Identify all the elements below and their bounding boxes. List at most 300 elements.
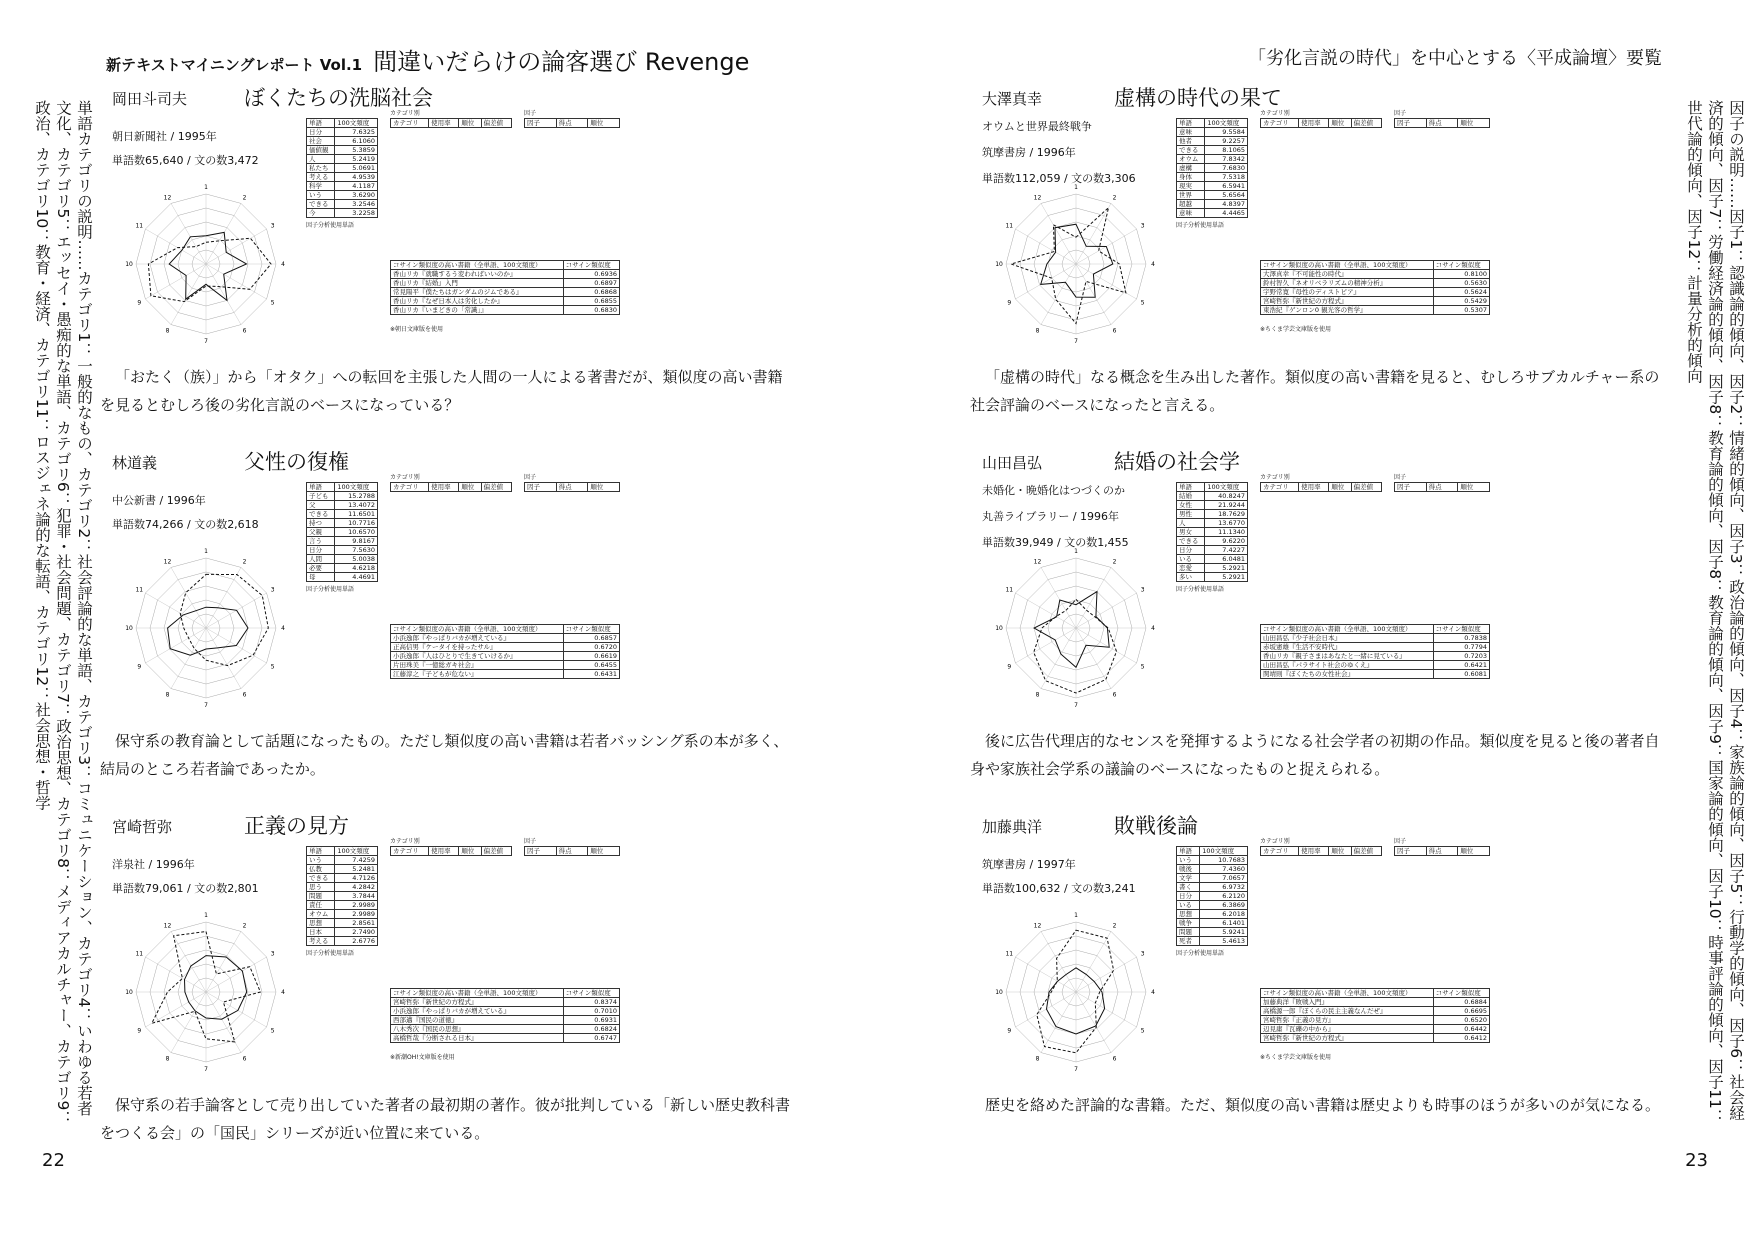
table-row [1177,555,1248,564]
table-row [1177,128,1248,137]
word-cell: 恋愛 [1177,564,1205,573]
author-name: 山田昌弘 [982,454,1043,472]
header-cell: 偏差値 [1351,847,1381,856]
header-cell: 因子 [1395,847,1427,856]
table-row [391,634,620,643]
table-header-row [1261,119,1382,128]
table-row [1261,297,1490,306]
radar-axis-label: 2 [242,558,247,566]
radar-axis-label: 1 [1074,548,1078,555]
similarity-score-cell: 0.6747 [563,1034,619,1043]
table-row [307,546,378,555]
word-cell: 虚構 [1177,164,1205,173]
radar-axis-label: 4 [1151,261,1155,268]
category-table-title: カテゴリ別 [390,838,420,845]
table-row [307,883,378,892]
word-cell: 人 [1177,519,1205,528]
table-row [307,555,378,564]
value-cell: 7.5318 [1205,173,1248,182]
header-cell: 因子 [525,483,557,492]
header-cell: 単語 [1177,483,1205,492]
radar-axis-label: 11 [1005,222,1014,230]
table-row [1177,928,1248,937]
radar-axis-label: 3 [1140,222,1145,230]
value-cell: 18.7629 [1205,510,1248,519]
radar-axis-label: 9 [137,299,142,307]
radar-axis-label: 5 [270,299,275,307]
word-frequency-table [306,846,378,946]
factor-words-caption: 因子分析使用単語 [306,950,355,957]
word-cell: できる [307,510,335,519]
table-row [1177,137,1248,146]
table-row [391,661,620,670]
header-cell: 100文頻度 [1205,483,1248,492]
radar-axis-label: 6 [242,691,247,699]
table-row [1261,652,1490,661]
similarity-score-cell: 0.8100 [1433,270,1489,279]
table-row [307,528,378,537]
table-header-row [1395,483,1490,492]
author-name: 大澤真幸 [982,90,1043,108]
radar-axis-label: 11 [135,222,144,230]
word-cell: 死者 [1177,937,1200,946]
radar-chart-wrap [126,184,286,344]
footnote: ※ちくま学芸文庫版を使用 [1260,326,1332,333]
word-cell: オウム [1177,155,1205,164]
header-cell: 因子 [525,847,557,856]
similarity-score-cell: 0.6455 [563,661,619,670]
value-cell: 7.4360 [1200,865,1248,874]
value-cell: 4.7126 [335,874,378,883]
value-cell: 4.4465 [1205,209,1248,218]
similar-book-cell: 宮崎哲弥『新世紀の方程式』 [1261,1034,1434,1043]
word-frequency-table [306,482,378,582]
similar-book-cell: 鈴村智久『ネオリベラリズムの精神分析』 [1261,279,1434,288]
table-header-row [1177,483,1248,492]
table-row [307,182,378,191]
statistics-tables [306,472,786,712]
table-row [1177,937,1248,946]
category-table [1260,118,1382,128]
category-table [390,482,512,492]
header-cell: カテゴリ [1261,119,1299,128]
similar-book-cell: 香山リカ『親子さまはあなたと一緒に見ている』 [1261,652,1434,661]
header-cell: 100文頻度 [335,847,378,856]
header-cell: 得点 [556,483,588,492]
word-cell: 持つ [307,519,335,528]
word-cell: 思想 [307,919,335,928]
value-cell: 5.3859 [335,146,378,155]
table-header-row [307,847,378,856]
author-name: 宮崎哲弥 [112,818,173,836]
header-cell: 順位 [1458,847,1490,856]
commentary-text: 保守系の若手論客として売り出していた著者の最初期の著作。彼が批判している「新しい歴史教科書をつくる会」の「国民」シリーズが近い位置に来ている。 [100,1096,791,1142]
table-row [391,279,620,288]
table-row [1261,270,1490,279]
word-cell: 日分 [1177,546,1205,555]
word-cell: 社会 [307,137,335,146]
radar-series-solid [185,956,247,1020]
word-cell: 男性 [1177,510,1205,519]
radar-axis-label: 11 [1005,586,1014,594]
similar-books-table [390,624,620,679]
radar-axis-label: 5 [1140,663,1145,671]
page-number: 23 [1685,1150,1708,1171]
similar-book-cell: 八木秀次『国民の思想』 [391,1025,564,1034]
header-cell: 順位 [1329,847,1351,856]
table-row [391,1034,620,1043]
radar-axis-label: 10 [125,261,133,268]
word-cell: 父 [307,501,335,510]
right-header: 「劣化言説の時代」を中心とする〈平成論壇〉要覧 [1248,48,1662,69]
table-header-row [525,847,620,856]
table-row [1177,537,1248,546]
factor-table [524,118,620,128]
value-cell: 5.2481 [335,865,378,874]
word-cell: 戦後 [1177,865,1200,874]
radar-series-dashed [148,238,271,301]
table-header-row [1261,847,1382,856]
header-cell: 単語 [307,483,335,492]
factor-table [1394,846,1490,856]
table-header-row [391,483,512,492]
radar-axis-label: 7 [1074,702,1078,709]
table-row [307,937,378,946]
header-cell: 単語 [307,847,335,856]
similar-book-cell: 正高信男『ケータイを持ったサル』 [391,643,564,652]
footnote: ※新潮OH!文庫版を使用 [390,1054,455,1061]
header-cell: カテゴリ [1261,847,1299,856]
header-cell: 偏差値 [1351,119,1381,128]
radar-axis-label: 8 [165,327,170,335]
radar-series-solid [1034,592,1109,668]
table-row [1177,182,1248,191]
table-row [1177,200,1248,209]
header-cell: 因子 [1395,119,1427,128]
word-cell: 必要 [307,564,335,573]
category-table-title: カテゴリ別 [390,474,420,481]
value-cell: 6.5941 [1205,182,1248,191]
value-cell: 4.9539 [335,173,378,182]
table-header-row [391,625,620,634]
word-cell: 書く [1177,883,1200,892]
table-header-row [525,483,620,492]
book-title: 虚構の時代の果て [1114,86,1282,110]
similar-book-cell: 山田昌弘『パラサイト社会のゆくえ』 [1261,661,1434,670]
table-header-row [1261,261,1490,270]
radar-axis-label: 10 [125,989,133,996]
value-cell: 2.9989 [335,910,378,919]
value-cell: 3.7844 [335,892,378,901]
radar-axis-label: 2 [1112,922,1117,930]
header-cell: 順位 [459,483,481,492]
radar-axis-label: 12 [163,922,172,930]
table-row [1261,1007,1490,1016]
table-header-row [391,847,512,856]
table-row [391,288,620,297]
word-cell: 超越 [1177,200,1205,209]
table-row [1177,910,1248,919]
similarity-score-cell: 0.5307 [1433,306,1489,315]
report-title: 間違いだらけの論客選び Revenge [373,48,750,76]
header-cell: コサイン類似度の高い書籍（全単語、100文頻度） [1261,989,1434,998]
word-cell: 人 [307,155,335,164]
table-row [307,928,378,937]
radar-axis-label: 1 [1074,184,1078,191]
radar-axis-label: 4 [281,989,285,996]
header-cell: 偏差値 [481,847,511,856]
header-cell: 単語 [1177,847,1200,856]
similar-books-table [390,988,620,1043]
word-cell: 責任 [307,901,335,910]
table-row [1261,670,1490,679]
table-row [307,501,378,510]
radar-axis-label: 4 [1151,625,1155,632]
radar-axis-label: 2 [1112,194,1117,202]
table-row [1177,146,1248,155]
radar-axis-label: 10 [995,625,1003,632]
table-row [1261,1016,1490,1025]
value-cell: 10.7716 [335,519,378,528]
header-cell: カテゴリ [391,119,429,128]
publisher-year: 筑摩書房 / 1997年 [982,858,1076,871]
similar-book-cell: 辺見庸『瓦礫の中から』 [1261,1025,1434,1034]
table-row [1177,528,1248,537]
radar-axis-label: 9 [1007,299,1012,307]
header-cell: 順位 [588,847,620,856]
publisher-year: 洋泉社 / 1996年 [112,858,195,871]
radar-axis-label: 7 [204,1066,208,1073]
table-row [307,164,378,173]
factor-words-caption: 因子分析使用単語 [1176,950,1225,957]
radar-axis-label: 4 [281,261,285,268]
author-name: 加藤典洋 [982,818,1043,836]
radar-axis-label: 6 [1112,691,1117,699]
table-row [1177,510,1248,519]
word-cell: 文学 [1177,874,1200,883]
radar-axis-label: 2 [1112,558,1117,566]
factor-table [1394,482,1490,492]
factor-table-title: 因子 [524,838,537,845]
category-table-title: カテゴリ別 [390,110,420,117]
word-cell: 考える [307,937,335,946]
similarity-score-cell: 0.6412 [1433,1034,1489,1043]
similarity-score-cell: 0.6081 [1433,670,1489,679]
table-row [307,874,378,883]
book-subtitle: オウムと世界最終戦争 [982,120,1092,133]
table-header-row [1395,119,1490,128]
radar-axis-label: 10 [995,261,1003,268]
header-cell: コサイン類似度 [1433,261,1489,270]
table-header-row [1395,847,1490,856]
factor-words-caption: 因子分析使用単語 [1176,222,1225,229]
radar-axis-label: 8 [165,1055,170,1063]
factor-table [1394,118,1490,128]
word-cell: 他者 [1177,137,1205,146]
radar-axis-label: 9 [1007,663,1012,671]
table-row [391,670,620,679]
similarity-score-cell: 0.6936 [563,270,619,279]
word-cell: 今 [307,209,335,218]
header-cell: 順位 [1458,119,1490,128]
similar-book-cell: 西部邁『国民の道徳』 [391,1016,564,1025]
table-row [307,856,378,865]
table-row [391,1016,620,1025]
value-cell: 4.8397 [1205,200,1248,209]
radar-axis-label: 12 [163,558,172,566]
similar-book-cell: 香山リカ『なぜ日本人は劣化したか』 [391,297,564,306]
value-cell: 21.9244 [1205,501,1248,510]
word-cell: 意味 [1177,209,1205,218]
factor-table-title: 因子 [524,110,537,117]
word-cell: できる [307,874,335,883]
similarity-score-cell: 0.6421 [1433,661,1489,670]
radar-series-dashed [1034,599,1117,693]
table-row [391,1007,620,1016]
radar-chart-wrap [996,912,1156,1072]
similarity-score-cell: 0.6520 [1433,1016,1489,1025]
radar-chart [126,912,286,1072]
radar-axis-label: 1 [204,912,208,919]
similarity-score-cell: 0.6720 [563,643,619,652]
word-cell: 思想 [1177,910,1200,919]
header-cell: 順位 [1458,483,1490,492]
similar-book-cell: 片田珠美『一億総ガキ社会』 [391,661,564,670]
value-cell: 2.7490 [335,928,378,937]
header-cell: コサイン類似度の高い書籍（全単語、100文頻度） [1261,261,1434,270]
header-cell: カテゴリ [1261,483,1299,492]
table-row [1261,288,1490,297]
word-cell: 問題 [1177,928,1200,937]
factor-table-title: 因子 [1394,474,1407,481]
value-cell: 5.2921 [1205,573,1248,582]
radar-axis-label: 1 [204,548,208,555]
similar-book-cell: 山田昌弘『少子社会日本』 [1261,634,1434,643]
table-header-row [391,261,620,270]
word-cell: いる [1177,901,1200,910]
header-cell: 100文頻度 [335,483,378,492]
table-row [1261,634,1490,643]
radar-axis-label: 8 [1035,327,1040,335]
radar-axis-label: 10 [995,989,1003,996]
factor-table-title: 因子 [1394,110,1407,117]
value-cell: 9.6220 [1205,537,1248,546]
radar-axis-label: 5 [270,663,275,671]
page-number: 22 [42,1150,65,1171]
statistics-tables [1176,108,1656,348]
header-cell: 使用率 [429,119,459,128]
value-cell: 3.6290 [335,191,378,200]
header-cell: コサイン類似度の高い書籍（全単語、100文頻度） [1261,625,1434,634]
similar-book-cell: 江藤淳之『子どもが危ない』 [391,670,564,679]
similarity-score-cell: 0.7010 [563,1007,619,1016]
statistics-tables [306,108,786,348]
similarity-score-cell: 0.7203 [1433,652,1489,661]
table-row [307,191,378,200]
similarity-score-cell: 0.6897 [563,279,619,288]
right-page [874,0,1748,1240]
table-row [1177,492,1248,501]
value-cell: 4.6218 [335,564,378,573]
header-cell: 100文頻度 [1205,119,1248,128]
table-header-row [1261,625,1490,634]
word-cell: 思う [307,883,335,892]
factor-words-caption: 因子分析使用単語 [306,222,355,229]
header-cell: 偏差値 [1351,483,1381,492]
word-count: 単語数65,640 / 文の数3,472 [112,154,259,167]
word-cell: 問題 [307,892,335,901]
table-row [307,519,378,528]
author-name: 林道義 [112,454,158,472]
factor-explanation: 因子の説明……因子1：認識論的傾向、因子2：情緒的傾向、因子3：政治論的傾向、因子4：家族論的傾向、因子5：行動学的傾向、因子6：社会経済的傾向、因子7：労働経済論的傾向、因子8：教育論的傾向、因子8：教育論的傾向、因子9：国家論的傾向、因子10：時事評論的傾向、因子11：世代論的傾向、因子12：計量分析的傾向 [1685,100,1745,1125]
radar-axis-label: 4 [1151,989,1155,996]
word-cell: できる [307,200,335,209]
word-count: 単語数100,632 / 文の数3,241 [982,882,1136,895]
header-cell: コサイン類似度 [1433,989,1489,998]
header-cell: 偏差値 [481,483,511,492]
table-row [391,306,620,315]
table-row [391,270,620,279]
table-row [307,919,378,928]
table-row [1177,874,1248,883]
similar-books-table [1260,260,1490,315]
header-cell: 順位 [588,119,620,128]
value-cell: 9.8167 [335,537,378,546]
header-cell: コサイン類似度 [563,261,619,270]
radar-axis-label: 9 [137,1027,142,1035]
table-row [1177,883,1248,892]
radar-axis-label: 7 [204,338,208,345]
word-cell: いう [307,856,335,865]
value-cell: 4.4691 [335,573,378,582]
statistics-tables [1176,836,1656,1076]
radar-axis-label: 12 [1033,558,1042,566]
word-cell: できる [1177,146,1205,155]
table-row [1177,501,1248,510]
value-cell: 7.6325 [335,128,378,137]
radar-axis-label: 6 [1112,327,1117,335]
similarity-score-cell: 0.6931 [563,1016,619,1025]
table-row [307,892,378,901]
value-cell: 6.0481 [1205,555,1248,564]
radar-chart [996,548,1156,708]
table-row [307,492,378,501]
category-table [390,118,512,128]
radar-axis-label: 10 [125,625,133,632]
table-header-row [1177,847,1248,856]
radar-axis-label: 7 [1074,1066,1078,1073]
word-cell: 多い [1177,573,1205,582]
table-row [1177,856,1248,865]
word-frequency-table [1176,846,1248,946]
table-header-row [1177,119,1248,128]
book-title: 敗戦後論 [1114,814,1198,838]
radar-chart-wrap [996,184,1156,344]
table-row [1261,279,1490,288]
value-cell: 5.0038 [335,555,378,564]
radar-axis-label: 9 [1007,1027,1012,1035]
word-cell: いる [1177,555,1205,564]
value-cell: 9.2257 [1205,137,1248,146]
radar-axis-label: 8 [165,691,170,699]
word-cell: 科学 [307,182,335,191]
radar-axis-label: 6 [242,327,247,335]
radar-axis-label: 3 [1140,950,1145,958]
header-cell: 単語 [307,119,335,128]
word-cell: 男女 [1177,528,1205,537]
table-row [1177,164,1248,173]
header-cell: 使用率 [429,847,459,856]
